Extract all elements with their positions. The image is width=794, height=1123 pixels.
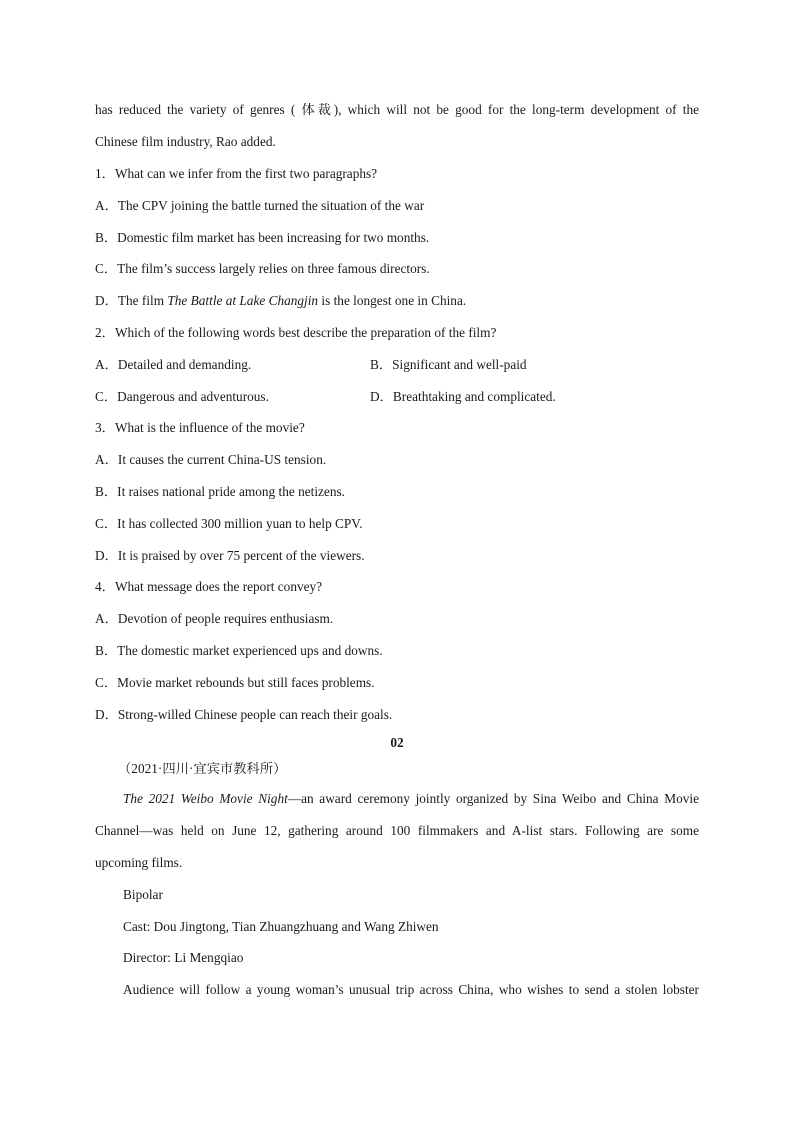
question-1-stem: 1．What can we infer from the first two paragraphs? [95, 166, 378, 181]
question-3-option-b: B．It raises national pride among the netizens. [95, 484, 345, 499]
intro-line-2: Chinese film industry, Rao added. [95, 134, 276, 149]
question-1-option-b: B．Domestic film market has been increasing for two months. [95, 230, 430, 245]
film-description-line-1: Audience will follow a young woman’s unusual trip across China, who wishes to send a stolen lobster [123, 982, 699, 997]
question-1-option-d [95, 292, 699, 310]
film-title-bipolar: Bipolar [123, 887, 163, 902]
question-2-stem: 2．Which of the following words best describe the preparation of the film? [95, 325, 497, 340]
question-2-option-d: D．Breathtaking and complicated. [370, 389, 556, 404]
section-source: （2021·四川·宜宾市教科所） [118, 761, 287, 776]
question-3-stem: 3．What is the influence of the movie? [95, 420, 305, 435]
question-2-option-a: A．Detailed and demanding. [95, 357, 252, 372]
para1-line-2: Channel—was held on June 12, gathering around 100 filmmakers and A-list stars. Following are some [95, 823, 699, 838]
option-d-suffix: is the longest one in China. [318, 293, 467, 308]
question-4-option-b: B．The domestic market experienced ups and downs. [95, 643, 383, 658]
film-title: The Battle at Lake Changjin [167, 293, 319, 308]
question-1-option-a: A．The CPV joining the battle turned the situation of the war [95, 198, 425, 213]
event-title: The 2021 Weibo Movie Night [123, 791, 288, 806]
question-2-option-c: C．Dangerous and adventurous. [95, 389, 269, 404]
question-4-stem: 4．What message does the report convey? [95, 579, 323, 594]
question-3-option-d: D．It is praised by over 75 percent of the viewers. [95, 548, 365, 563]
film-cast: Cast: Dou Jingtong, Tian Zhuangzhuang and Wang Zhiwen [123, 919, 439, 934]
question-1-option-c: C．The film’s success largely relies on three famous directors. [95, 261, 430, 276]
question-3-option-a: A．It causes the current China-US tension. [95, 452, 327, 467]
section-number: 02 [390, 735, 404, 750]
option-d-prefix: D．The film [95, 293, 168, 308]
intro-line-1: has reduced the variety of genres ( 体裁), which will not be good for the long-term development of the [95, 102, 699, 117]
question-2-option-b: B．Significant and well-paid [370, 357, 527, 372]
question-4-option-c: C．Movie market rebounds but still faces problems. [95, 675, 375, 690]
para1-line-1-rest: —an award ceremony jointly organized by Sina Weibo and China Movie [287, 791, 699, 806]
question-4-option-a: A．Devotion of people requires enthusiasm. [95, 611, 334, 626]
film-director: Director: Li Mengqiao [123, 950, 244, 965]
para1-line-1 [123, 790, 699, 808]
question-3-option-c: C．It has collected 300 million yuan to help CPV. [95, 516, 363, 531]
para1-line-3: upcoming films. [95, 855, 183, 870]
question-4-option-d: D．Strong-willed Chinese people can reach their goals. [95, 707, 393, 722]
